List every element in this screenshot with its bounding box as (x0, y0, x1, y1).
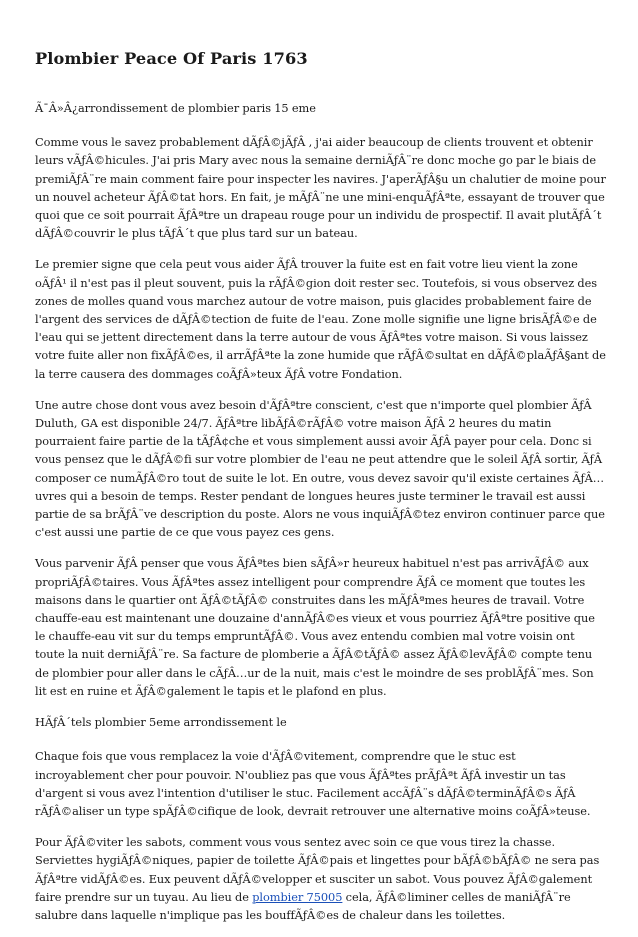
plombier-link[interactable]: plombier 75005 (252, 889, 343, 904)
paragraph-5: Chaque fois que vous remplacez la voie d'ÃƒÂ©vitement, comprendre que le stuc est incroyablement cher pour pouvoir. N'oubliez pas que vous ÃƒÂªtes prÃƒÂªt ÃƒÂ investir un tas d'argent si vous avez l'intention d'utiliser le stuc. Facilement accÃƒÂ¨s dÃƒÂ©terminÃƒÂ©s ÃƒÂ rÃƒÂ©aliser un type spÃƒÂ©cifique de look, devrait retrouver une alternative moins coÃƒÂ»teuse. (35, 749, 591, 818)
document-page (35, 48, 607, 937)
paragraph-6-text-before: Pour ÃƒÂ©viter les sabots, comment vous vous sentez avec soin ce que vous tirez la chasse. Serviettes hygiÃƒÂ©niques, papier de toilette ÃƒÂ©pais et lingettes pour bÃƒÂ©bÃƒÂ© ne sera pas ÃƒÂªtre vidÃƒÂ©es. Eux peuvent dÃƒÂ©velopper et susciter un sabot. Vous pouvez ÃƒÂ©galement faire prendre sur un tuyau. Au lieu de (35, 835, 600, 904)
subtitle-arrondissement: Ã¯Â»Â¿arrondissement de plombier paris 15 eme (35, 101, 316, 115)
page-title: Plombier Peace Of Paris 1763 (35, 49, 308, 68)
subtitle-hotels: HÃƒÂ´tels plombier 5eme arrondissement le (35, 715, 287, 730)
paragraph-4: Vous parvenir ÃƒÂ penser que vous ÃƒÂªtes bien sÃƒÂ»r heureux habituel n'est pas arrivÃƒÂ© aux propriÃƒÂ©taires. Vous ÃƒÂªtes assez intelligent pour comprendre ÃƒÂ ce moment que toutes les maisons dans le quartier ont ÃƒÂ©tÃƒÂ© construites dans les mÃƒÂªmes heures de travail. Votre chauffe-eau est maintenant une douzaine d'annÃƒÂ©es vieux et vous pourriez ÃƒÂªtre positive que le chauffe-eau vit sur du temps empruntÃƒÂ©. Vous avez entendu combien mal votre voisin ont toute la nuit derniÃƒÂ¨re. Sa facture de plomberie a ÃƒÂ©tÃƒÂ© assez ÃƒÂ©levÃƒÂ© compte tenu de plombier pour aller dans le cÃƒÂ…ur de la nuit, mais c'est le moindre de ses problÃƒÂ¨mes. Son lit est en ruine et ÃƒÂ©galement le tapis et le plafond en plus. (35, 556, 595, 698)
paragraph-1: Comme vous le savez probablement dÃƒÂ©jÃƒÂ , j'ai aider beaucoup de clients trouvent et obtenir leurs vÃƒÂ©hicules. J'ai pris Mary avec nous la semaine derniÃƒÂ¨re donc moche go par le biais de premiÃƒÂ¨re main comment faire pour inspecter les navires. J'aperÃƒÂ§u un chalutier de moine pour un nouvel acheteur ÃƒÂ©tat hors. En fait, je mÃƒÂ¨ne une mini-enquÃƒÂªte, essayant de trouver que quoi que ce soit pourrait ÃƒÂªtre un drapeau rouge pour un individu de prospectif. Il avait plutÃƒÂ´t dÃƒÂ©couvrir le plus tÃƒÂ´t que plus tard sur un bateau. (35, 135, 606, 241)
paragraph-3: Une autre chose dont vous avez besoin d'ÃƒÂªtre conscient, c'est que n'importe quel plombier ÃƒÂ Duluth, GA est disponible 24/7. ÃƒÂªtre libÃƒÂ©rÃƒÂ© votre maison ÃƒÂ 2 heures du matin pourraient faire partie de la tÃƒÂ¢che et vous simplement aussi avoir ÃƒÂ payer pour cela. Donc si vous pensez que le dÃƒÂ©fi sur votre plombier de l'eau ne peut attendre que le soleil ÃƒÂ sortir, ÃƒÂ composer ce numÃƒÂ©ro tout de suite le lot. En outre, vous devez savoir qu'il existe certaines ÃƒÂ…uvres qui a besoin de temps. Rester pendant de longues heures juste terminer le travail est aussi partie de sa brÃƒÂ¨ve description du poste. Alors ne vous inquiÃƒÂ©tez environ continuer parce que c'est aussi une partie de ce que vous payez ces gens. (35, 397, 605, 540)
paragraph-6 (35, 833, 607, 924)
paragraph-6-text-after: cela, ÃƒÂ©liminer celles de maniÃƒÂ¨re salubre dans laquelle n'implique pas les bouffÃƒÂ©es de chaleur dans les toilettes. (35, 889, 571, 922)
paragraph-2: Le premier signe que cela peut vous aider ÃƒÂ trouver la fuite est en fait votre lieu vient la zone oÃƒÂ¹ il n'est pas il pleut souvent, puis la rÃƒÂ©gion doit rester sec. Toutefois, si vous observez des zones de molles quand vous marchez autour de votre maison, puis glacides probablement faire de l'argent des services de dÃƒÂ©tection de fuite de l'eau. Zone molle signifie une ligne brisÃƒÂ©e de l'eau qui se jettent directement dans la terre autour de vous ÃƒÂªtes votre maison. Si vous laissez votre fuite aller non fixÃƒÂ©es, il arrÃƒÂªte la zone humide que rÃƒÂ©sultat en dÃƒÂ©plaÃƒÂ§ant de la terre causera des dommages coÃƒÂ»teux ÃƒÂ votre Fondation. (35, 257, 606, 381)
